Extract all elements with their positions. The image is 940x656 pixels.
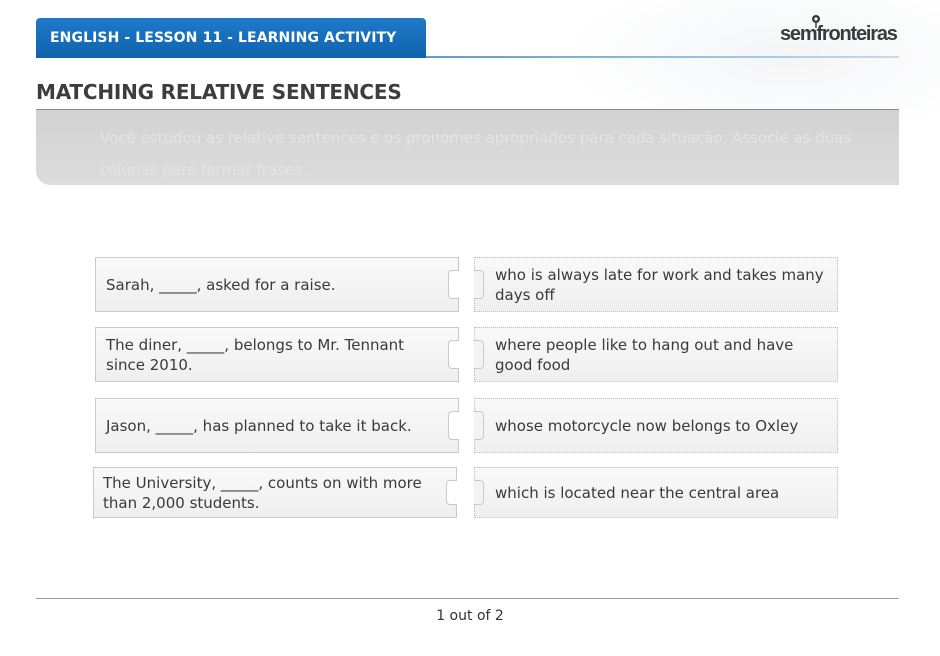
header-divider (426, 56, 899, 58)
brand-logo (780, 14, 904, 46)
lesson-header-title: ENGLISH - LESSON 11 - LEARNING ACTIVITY (36, 18, 426, 58)
left-sentence-text: Jason, _____, has planned to take it back. (106, 416, 412, 435)
right-clause-card[interactable] (474, 257, 838, 312)
left-sentence-text: The diner, _____, belongs to Mr. Tennant since 2010. (106, 335, 405, 374)
right-clause-card[interactable] (474, 398, 838, 453)
right-clause-text: whose motorcycle now belongs to Oxley (495, 416, 799, 435)
left-sentence-card[interactable] (95, 327, 459, 382)
right-clause-card[interactable] (474, 327, 838, 382)
right-clause-text: who is always late for work and takes many days off (495, 265, 824, 304)
right-clause-text: which is located near the central area (495, 483, 780, 502)
instructions-panel (36, 110, 899, 185)
footer-divider (36, 598, 899, 599)
left-sentence-text: The University, _____, counts on with more than 2,000 students. (103, 473, 422, 512)
left-sentence-card[interactable] (93, 467, 457, 518)
right-clause-card[interactable] (474, 467, 838, 518)
left-sentence-text: Sarah, _____, asked for a raise. (106, 275, 336, 294)
left-sentence-card[interactable] (95, 398, 459, 453)
instructions-text: Você estudou as relative sentences e os pronomes apropriados para cada situação. Associe as duas colunas para formar frases. (100, 129, 852, 179)
right-clause-text: where people like to hang out and have good food (495, 335, 794, 374)
brand-logo-text: semfronteiras (780, 23, 897, 45)
page-indicator: 1 out of 2 (436, 608, 504, 624)
page-title: MATCHING RELATIVE SENTENCES (36, 80, 402, 104)
left-sentence-card[interactable] (95, 257, 459, 312)
